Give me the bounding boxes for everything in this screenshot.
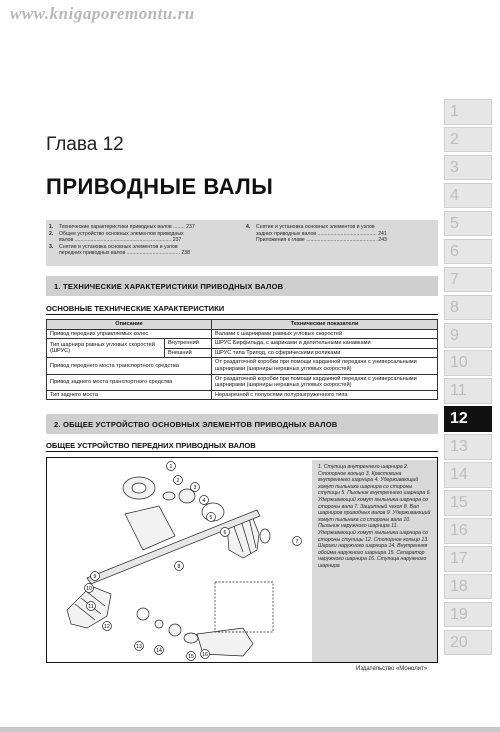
chapter-tab-15[interactable] — [444, 490, 492, 516]
table-cell: Тип шарнира равных угловых скоростей (ШРУС) — [47, 339, 165, 358]
svg-text:10: 10 — [86, 586, 92, 592]
table-cell: От раздаточной коробки при помощи карданной передачи с универсальными шарнирами (шарниры неравных угловых скоростей) — [212, 374, 438, 390]
divider — [46, 314, 438, 315]
toc-item-number — [246, 237, 256, 244]
toc-item[interactable] — [246, 231, 434, 238]
callout-16 — [201, 650, 210, 659]
chapter-tab-number: 19 — [450, 605, 468, 623]
table-cell: Неразрезной с полуосями полуразгруженного типа — [212, 390, 438, 400]
svg-text:5: 5 — [209, 515, 213, 521]
chapter-tab-number: 12 — [450, 410, 468, 428]
callout-11 — [87, 602, 96, 611]
chapter-tab-number: 7 — [450, 270, 459, 288]
chapter-tab-17[interactable] — [444, 546, 492, 572]
page-bottom-edge — [0, 727, 500, 732]
toc-right-column — [246, 224, 434, 244]
callout-12 — [103, 622, 112, 631]
toc-item-text: Общее устройство основных элементов приводных — [59, 230, 184, 237]
chapter-tab-number: 5 — [450, 214, 459, 232]
callout-4 — [200, 496, 209, 505]
toc-item[interactable] — [246, 237, 434, 244]
toc-item-number — [246, 231, 256, 238]
callout-14 — [155, 646, 164, 655]
svg-text:16: 16 — [202, 652, 208, 658]
table-row — [47, 390, 438, 400]
chapter-tab-number: 2 — [450, 130, 459, 148]
toc-item-text: передних приводных валов ..................................... 238 — [59, 250, 191, 257]
chapter-tab-number: 14 — [450, 466, 468, 484]
chapter-tab-8[interactable] — [444, 295, 492, 321]
table-header-cell: Описание — [47, 320, 212, 330]
chapter-tab-number: 16 — [450, 522, 468, 540]
toc-item-text: Технические характеристики приводных валов ........ 237 — [59, 224, 195, 230]
table-row — [47, 339, 438, 349]
table-of-contents — [46, 220, 438, 266]
chapter-tab-4[interactable] — [444, 183, 492, 209]
protective-cover-shape — [125, 506, 175, 550]
toc-left-column — [49, 224, 239, 257]
svg-text:11: 11 — [88, 604, 94, 610]
table-cell: Привод заднего моста транспортного средства — [47, 374, 212, 390]
snap-ring-shape — [163, 492, 175, 500]
chapter-tab-number: 11 — [450, 382, 467, 400]
subsection-heading-1: ОСНОВНЫЕ ТЕХНИЧЕСКИЕ ХАРАКТЕРИСТИКИ — [46, 304, 225, 313]
toc-item-number — [49, 250, 59, 257]
toc-item[interactable] — [49, 224, 239, 231]
chapter-tab-number: 18 — [450, 577, 468, 595]
svg-text:9: 9 — [93, 574, 97, 580]
detail-frame — [215, 582, 273, 632]
table-cell: Внешний — [165, 348, 212, 358]
clamp-ring-shape — [260, 529, 270, 543]
callout-2 — [174, 476, 183, 485]
svg-text:12: 12 — [104, 624, 110, 630]
svg-text:15: 15 — [188, 654, 194, 660]
specs-table — [46, 319, 438, 400]
callout-7 — [293, 537, 302, 546]
table-cell: От раздаточной коробки при помощи карданной передачи с универсальными шарнирами (шарниры неравных угловых скоростей) — [212, 358, 438, 374]
subsection-heading-2: ОБЩЕЕ УСТРОЙСТВО ПЕРЕДНИХ ПРИВОДНЫХ ВАЛОВ — [46, 441, 256, 450]
chapter-tab-10[interactable] — [444, 350, 492, 376]
svg-text:3: 3 — [193, 485, 197, 491]
chapter-tab-5[interactable] — [444, 211, 492, 237]
toc-item-text: Приложения к главе ................................................. 243 — [256, 237, 387, 244]
chapter-tab-7[interactable] — [444, 267, 492, 293]
toc-item-number: 1. — [49, 224, 54, 230]
toc-item-text: Снятие и установка основных элементов и узлов — [59, 243, 178, 250]
svg-text:2: 2 — [176, 478, 180, 484]
inner-race-shape — [169, 624, 181, 636]
chapter-tab-12[interactable] — [444, 406, 492, 432]
section-heading-text: 2. ОБЩЕЕ УСТРОЙСТВО ОСНОВНЫХ ЭЛЕМЕНТОВ ПРИВОДНЫХ ВАЛОВ — [54, 420, 338, 429]
chapter-tab-number: 15 — [450, 494, 468, 512]
callout-10 — [85, 584, 94, 593]
table-cell: Привод передних управляемых колес — [47, 329, 212, 339]
toc-item-text: Снятие и установка основных элементов и узлов — [256, 224, 375, 230]
toc-item[interactable] — [49, 237, 239, 244]
svg-text:1: 1 — [169, 464, 173, 470]
snap-ring-shape — [137, 608, 149, 620]
chapter-tab-number: 13 — [450, 438, 468, 456]
table-cell: Валами с шарнирами равных угловых скоростей — [212, 329, 438, 339]
chapter-tab-9[interactable] — [444, 323, 492, 349]
chapter-tab-number: 8 — [450, 298, 459, 316]
callout-9 — [91, 572, 100, 581]
section-heading-2 — [46, 414, 438, 434]
chapter-tab-6[interactable] — [444, 239, 492, 265]
toc-item-text: валов ................................................................... 237 — [59, 237, 182, 244]
chapter-tab-1[interactable] — [444, 99, 492, 125]
chapter-tab-number: 20 — [450, 633, 468, 651]
toc-item-number — [49, 237, 59, 244]
chapter-tab-number: 17 — [450, 550, 468, 567]
table-cell: ШРУС типа Трипод, со сферическими роликами — [212, 348, 438, 358]
svg-text:6: 6 — [223, 530, 227, 536]
chapter-tab-13[interactable] — [444, 434, 492, 460]
publisher-label: Издательство «Монолит» — [356, 666, 428, 672]
svg-text:8: 8 — [177, 564, 181, 570]
svg-text:7: 7 — [295, 539, 299, 545]
callout-15 — [187, 652, 196, 661]
cage-shape — [184, 633, 198, 643]
svg-text:4: 4 — [202, 498, 206, 504]
table-cell: Тип заднего моста — [47, 390, 212, 400]
divider — [46, 451, 438, 452]
table-cell: Привод переднего моста транспортного средства — [47, 358, 212, 374]
chapter-tab-20[interactable] — [444, 630, 492, 656]
chapter-tab-2[interactable] — [444, 127, 492, 153]
callout-5 — [207, 513, 216, 522]
callout-6 — [221, 528, 230, 537]
callout-3 — [191, 483, 200, 492]
chapter-tab-number: 10 — [450, 354, 468, 372]
section-heading-text: 1. ТЕХНИЧЕСКИЕ ХАРАКТЕРИСТИКИ ПРИВОДНЫХ ВАЛОВ — [54, 282, 284, 291]
table-cell: ШРУС Бирфильда, с шариками и делительными канавками — [212, 339, 438, 349]
toc-item-number: 4. — [246, 224, 251, 230]
chapter-tab-number: 3 — [450, 158, 459, 176]
chapter-tab-number: 9 — [450, 326, 459, 344]
chapter-tab-11[interactable] — [444, 378, 492, 404]
section-heading-1 — [46, 276, 438, 296]
figure-caption: 1. Ступица внутреннего шарнира 2. Стопорное кольцо 3. Крестовина внутреннего шарнира 4. Удерживающий хомут пыльника шарнира со стороны ступицы 5. Пыльник внутреннего шарнира 6. Удерживающий хомут пыльника шарнира со стороны вала 7. Защитный чехол 8. Вал шарниров приводных валов 9. Удерживающий хомут пыльника со стороны вала 10. Пыльник наружного шарнира 11. Удерживающий хомут пыльника шарнира со стороны ступицы 12. Стопорное кольцо 13. Шарики наружного шарнира 14. Внутренняя обойма наружного шарнира 15. Сепаратор наружного шарнира 16. Ступица наружного шарнира — [312, 460, 437, 662]
toc-item-text: задних приводных валов ......................................... 241 — [256, 230, 387, 237]
chapter-tab-19[interactable] — [444, 602, 492, 628]
toc-item[interactable] — [49, 244, 239, 251]
callout-13 — [135, 642, 144, 651]
table-header-cell: Технические показатели — [212, 320, 438, 330]
table-row — [47, 374, 438, 390]
chapter-label: Глава 12 — [46, 134, 124, 155]
chapter-tab-3[interactable] — [444, 155, 492, 181]
table-row — [47, 329, 438, 339]
drive-shaft-figure — [46, 457, 438, 663]
toc-item[interactable] — [49, 231, 239, 238]
ball-shape — [155, 620, 163, 628]
table-header-row — [47, 320, 438, 330]
chapter-title: ПРИВОДНЫЕ ВАЛЫ — [46, 174, 274, 199]
chapter-tab-number: 4 — [450, 186, 459, 204]
table-cell: Внутренний — [165, 339, 212, 349]
inner-joint-hub-bore — [132, 483, 146, 493]
chapter-tab-18[interactable] — [444, 574, 492, 600]
chapter-tab-14[interactable] — [444, 462, 492, 488]
toc-item-number: 3. — [49, 243, 54, 250]
callout-1 — [167, 462, 176, 471]
toc-item[interactable] — [246, 224, 434, 231]
watermark: www.knigaporemontu.ru — [10, 4, 195, 23]
toc-item-number: 2. — [49, 230, 54, 237]
chapter-tabs — [444, 99, 492, 658]
table-row — [47, 358, 438, 374]
chapter-tab-16[interactable] — [444, 518, 492, 544]
svg-text:13: 13 — [136, 644, 142, 650]
chapter-tab-number: 6 — [450, 242, 459, 260]
drive-shaft-exploded-diagram — [47, 458, 309, 662]
svg-text:14: 14 — [156, 648, 162, 654]
chapter-tab-number: 1 — [450, 103, 459, 120]
toc-item[interactable] — [49, 250, 239, 257]
callout-8 — [175, 562, 184, 571]
